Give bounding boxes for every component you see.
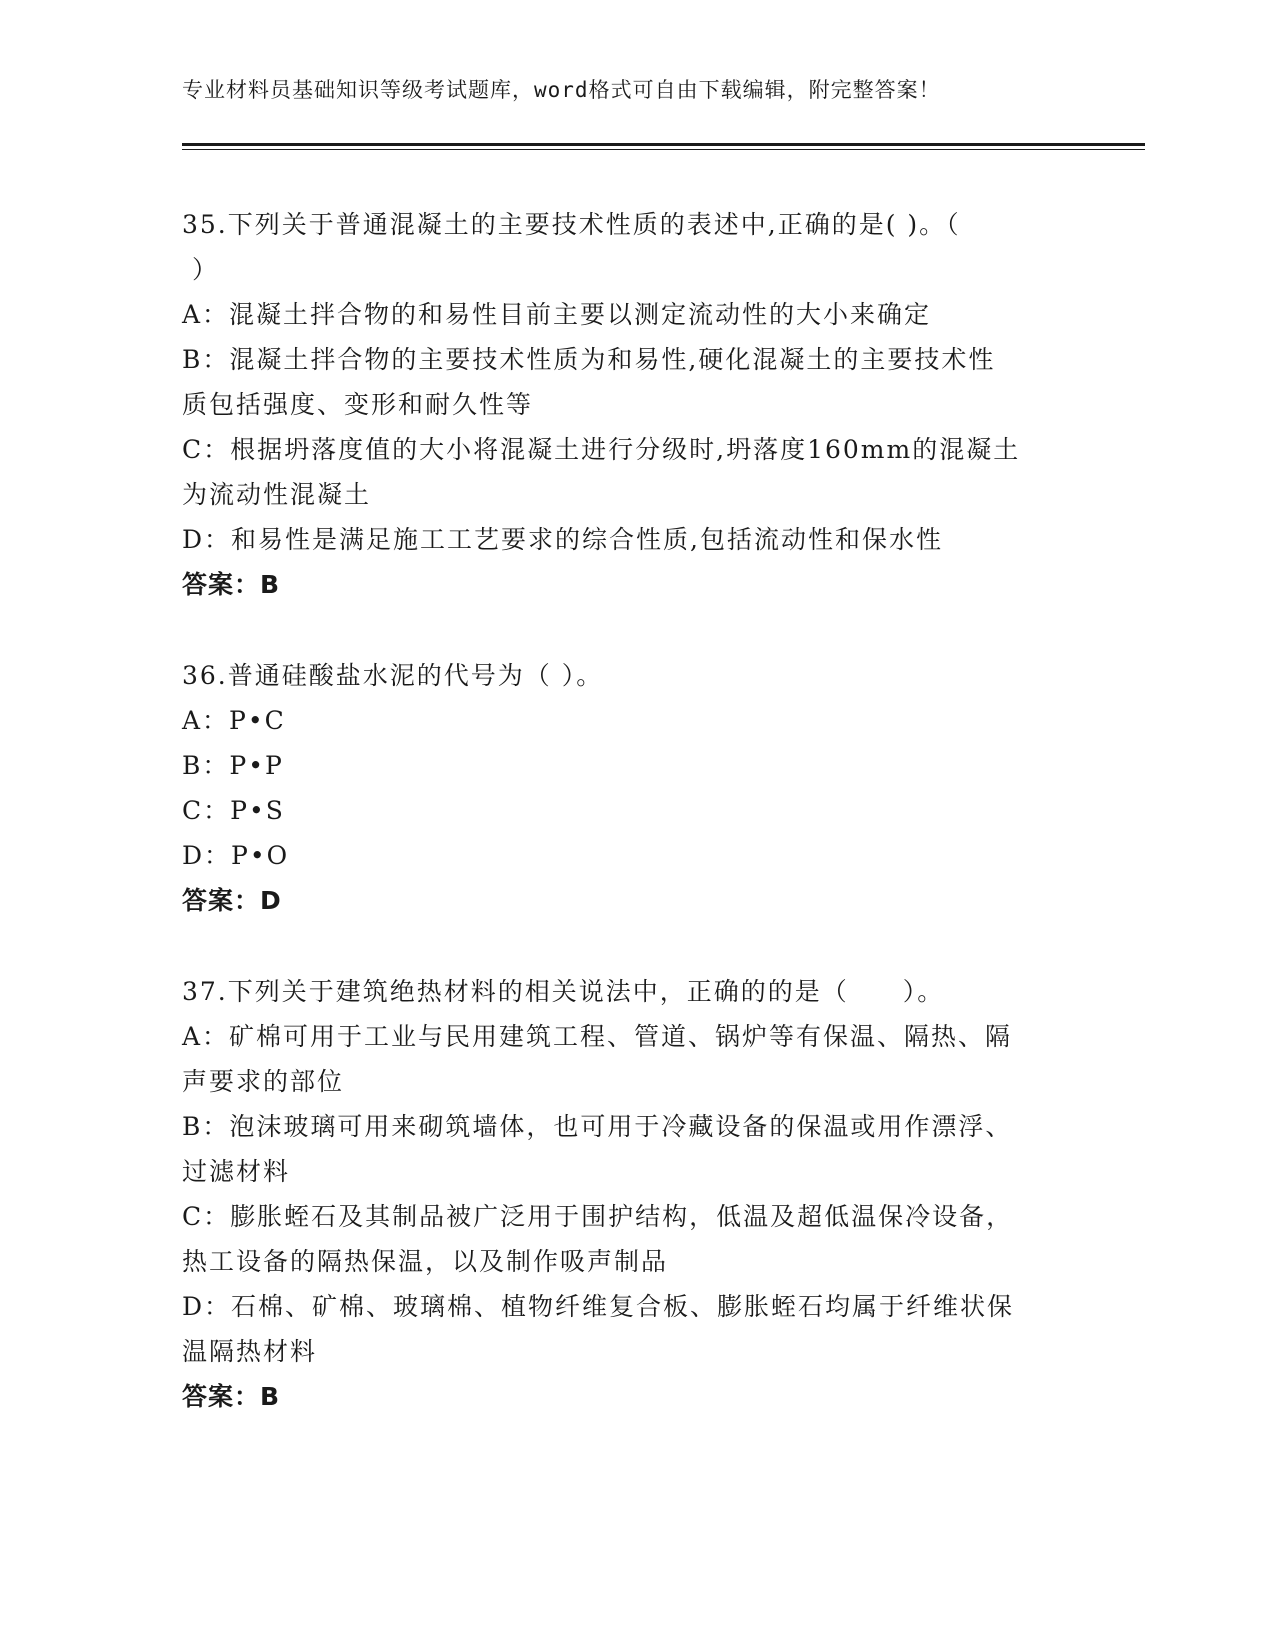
page-header: 专业材料员基础知识等级考试题库，word格式可自由下载编辑，附完整答案！ xyxy=(182,78,941,102)
option-line: A：P•C xyxy=(182,706,286,735)
question-list xyxy=(182,202,1062,1465)
question-stem-line: 35.下列关于普通混凝土的主要技术性质的表述中,正确的是( )。（ xyxy=(182,210,961,239)
option-line: 过滤材料 xyxy=(182,1157,291,1186)
question-35 xyxy=(182,202,1062,607)
option-line: B：泡沫玻璃可用来砌筑墙体，也可用于冷藏设备的保温或用作漂浮、 xyxy=(182,1112,1013,1141)
option-line: D：和易性是满足施工工艺要求的综合性质,包括流动性和保水性 xyxy=(182,525,943,554)
option-line: 质包括强度、变形和耐久性等 xyxy=(182,390,534,419)
question-37 xyxy=(182,969,1062,1419)
option-line: A：混凝土拌合物的和易性目前主要以测定流动性的大小来确定 xyxy=(182,300,932,329)
question-stem-line: ） xyxy=(182,255,219,284)
answer-label: 答案：D xyxy=(182,886,282,915)
answer-label: 答案：B xyxy=(182,570,281,599)
option-line: 为流动性混凝土 xyxy=(182,480,372,509)
option-line: A：矿棉可用于工业与民用建筑工程、管道、锅炉等有保温、隔热、隔 xyxy=(182,1022,1013,1051)
option-line: D：石棉、矿棉、玻璃棉、植物纤维复合板、膨胀蛭石均属于纤维状保 xyxy=(182,1292,1015,1321)
option-line: B：P•P xyxy=(182,751,284,780)
answer-label: 答案：B xyxy=(182,1382,281,1411)
header-divider-thin xyxy=(182,149,1145,150)
header-divider-thick xyxy=(182,143,1145,146)
option-line: 温隔热材料 xyxy=(182,1337,318,1366)
option-line: C：膨胀蛭石及其制品被广泛用于围护结构，低温及超低温保冷设备， xyxy=(182,1202,1014,1231)
option-line: D：P•O xyxy=(182,841,290,870)
option-line: 声要求的部位 xyxy=(182,1067,345,1096)
option-line: C：根据坍落度值的大小将混凝土进行分级时,坍落度160mm的混凝土 xyxy=(182,435,1021,464)
question-36 xyxy=(182,653,1062,923)
question-stem-line: 36.普通硅酸盐水泥的代号为（ ）。 xyxy=(182,661,604,690)
option-line: B：混凝土拌合物的主要技术性质为和易性,硬化混凝土的主要技术性 xyxy=(182,345,996,374)
option-line: C：P•S xyxy=(182,796,285,825)
option-line: 热工设备的隔热保温，以及制作吸声制品 xyxy=(182,1247,669,1276)
question-stem-line: 37.下列关于建筑绝热材料的相关说法中，正确的的是（ ）。 xyxy=(182,977,945,1006)
